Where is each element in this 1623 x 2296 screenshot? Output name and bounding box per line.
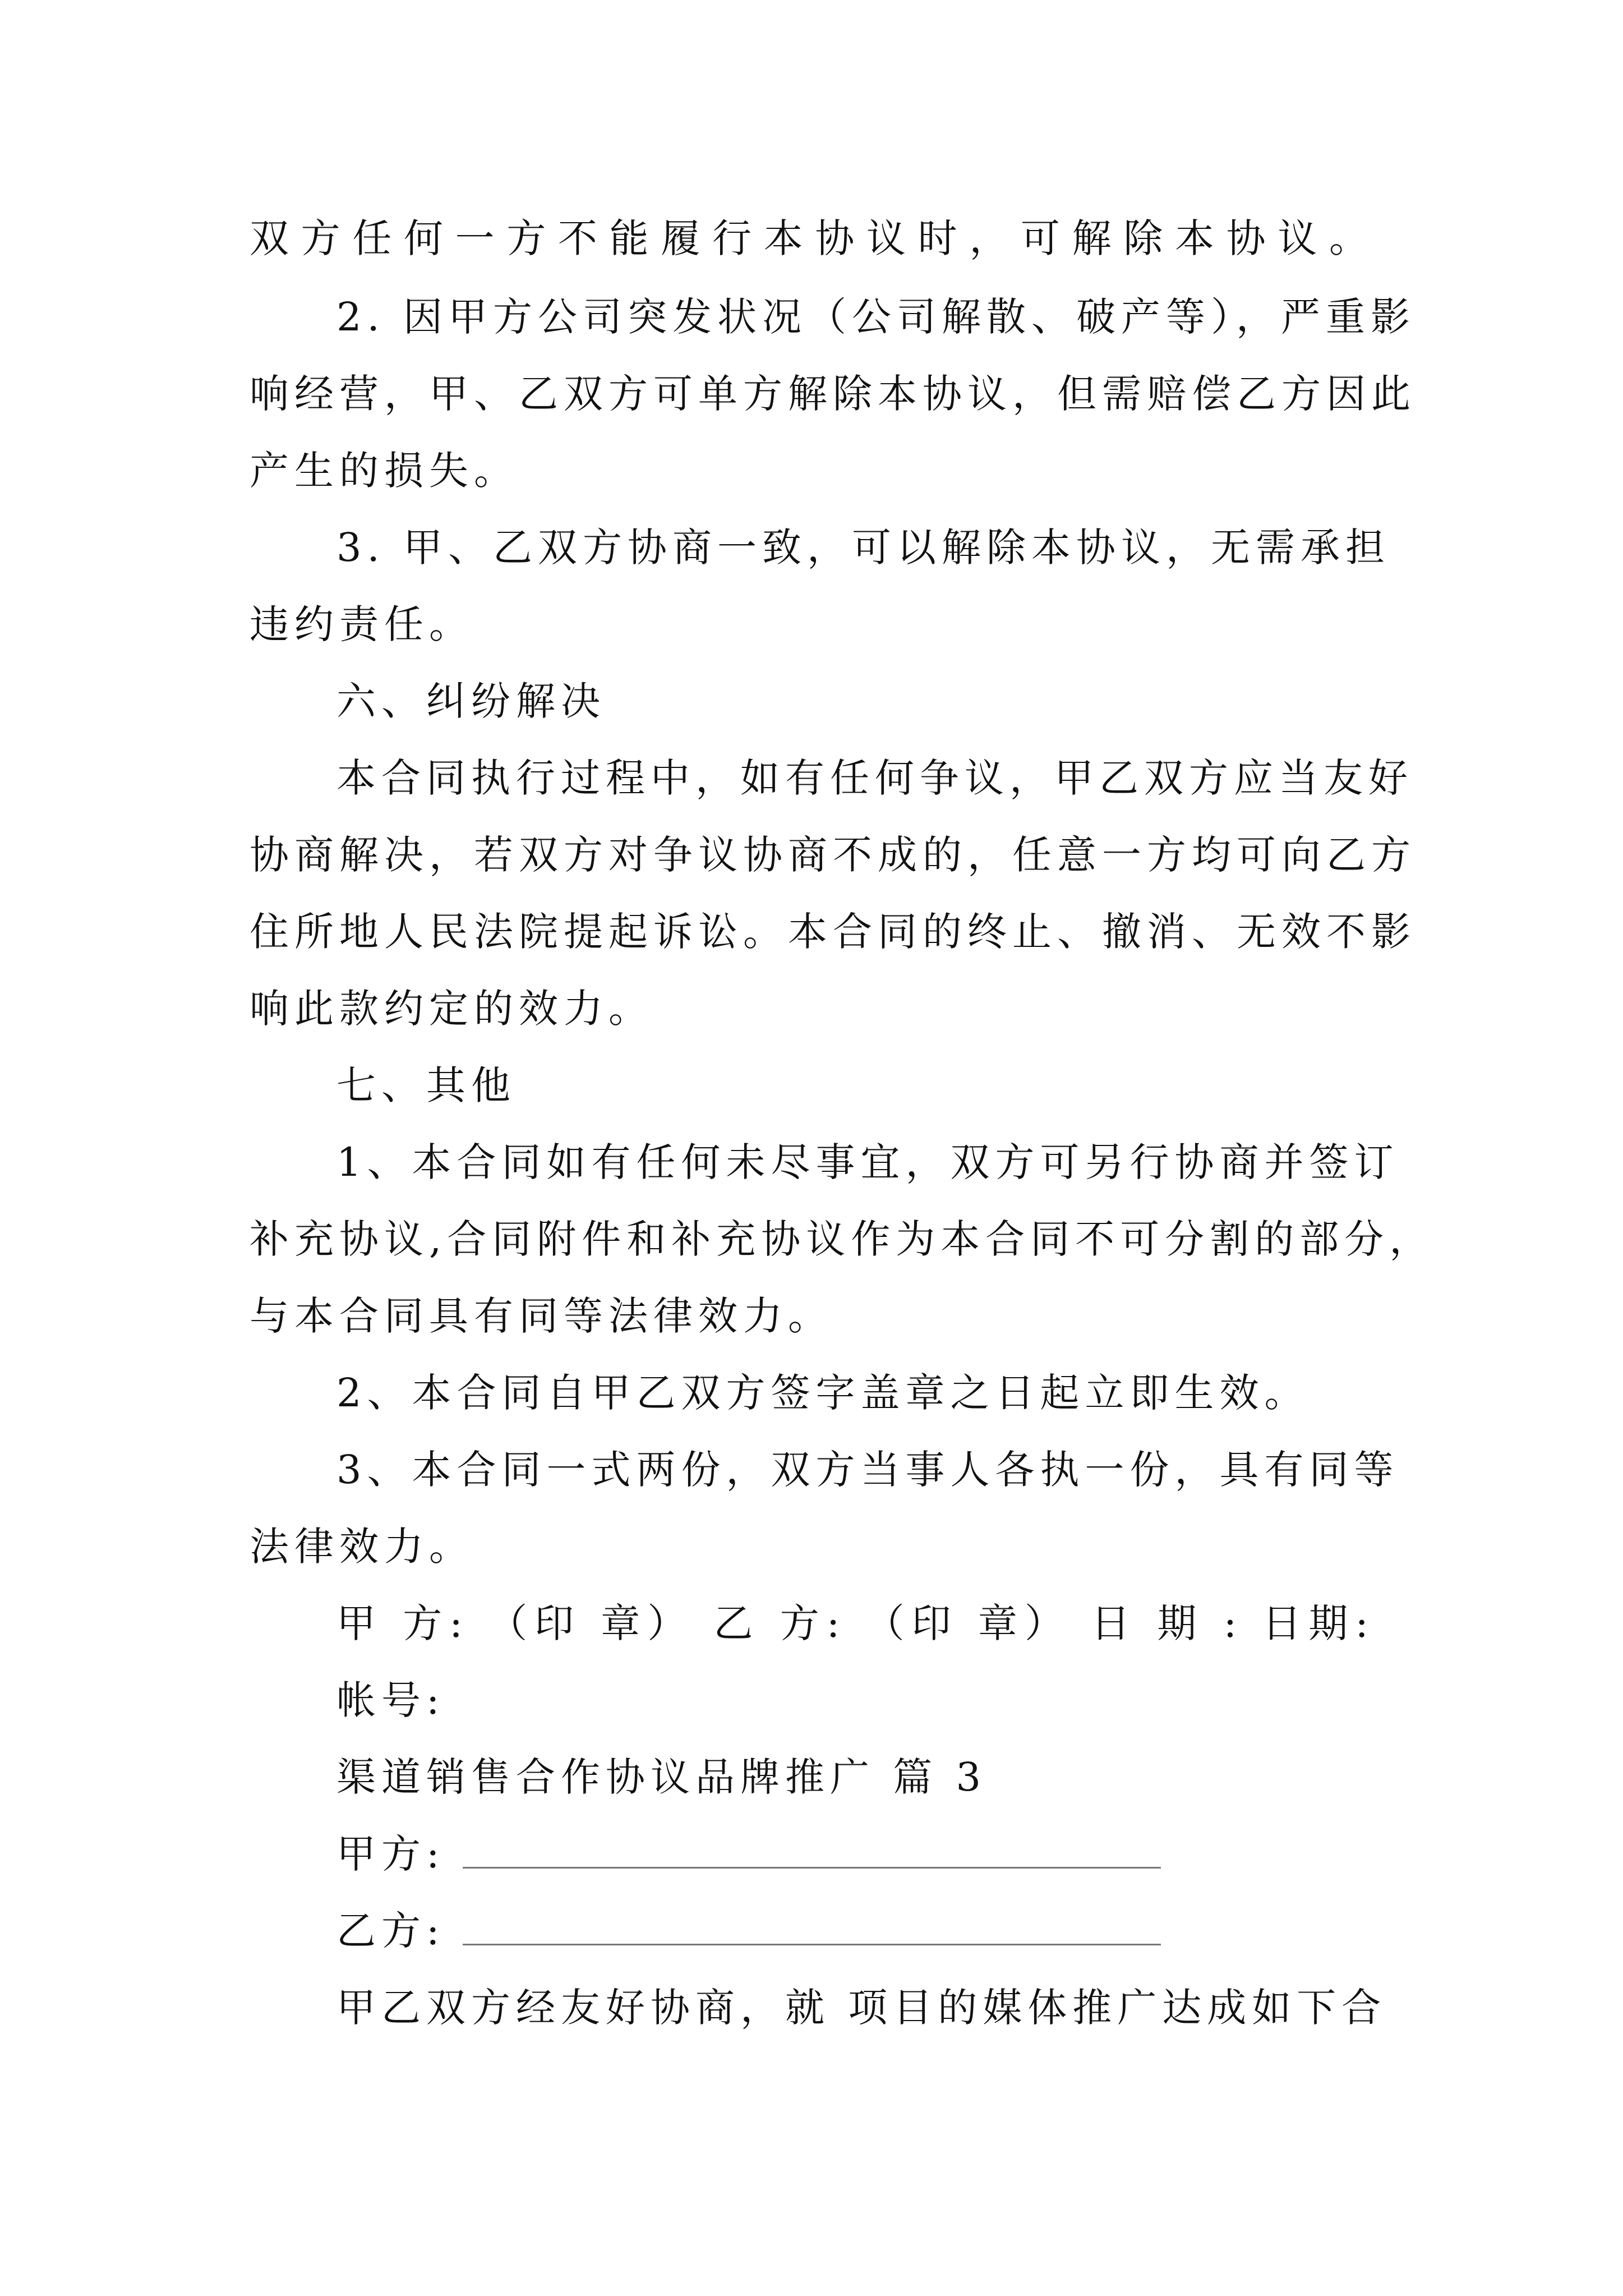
party-b-label: 乙方: (336, 1908, 445, 1954)
text-line: 3、本合同一式两份，双方当事人各执一份，具有同等 (336, 1447, 1399, 1493)
text-line: 产生的损失。 (250, 448, 519, 494)
text-line: 法律效力。 (250, 1524, 474, 1570)
section-heading: 七、其他 (336, 1062, 516, 1108)
text-line: 1、本合同如有任何未尽事宜，双方可另行协商并签订 (336, 1139, 1399, 1185)
text-line: 甲乙双方经友好协商，就 项目的媒体推广达成如下合 (336, 1985, 1387, 2031)
section-heading: 六、纠纷解决 (336, 678, 606, 724)
party-b-blank-line (463, 1944, 1161, 1945)
text-line: 违约责任。 (250, 601, 474, 647)
text-line: 与本合同具有同等法律效力。 (250, 1293, 833, 1339)
text-line: 2、本合同自甲乙双方签字盖章之日起立即生效。 (336, 1370, 1310, 1416)
signature-line: 甲 方: （印 章） 乙 方: （印 章） 日 期 : 日期: (336, 1600, 1374, 1646)
text-line: 2. 因甲方公司突发状况（公司解散、破产等），严重影 (336, 294, 1416, 340)
text-line: 响此款约定的效力。 (250, 986, 653, 1032)
text-line: 双方任何一方不能履行本协议时，可解除本协议。 (250, 215, 1374, 261)
text-line: 3. 甲、乙双方协商一致，可以解除本协议，无需承担 (336, 524, 1391, 570)
text-line: 本合同执行过程中，如有任何争议，甲乙双方应当友好 (336, 755, 1413, 801)
text-line: 响经营，甲、乙双方可单方解除本协议，但需赔偿乙方因此 (250, 371, 1416, 417)
party-a-label: 甲方: (336, 1831, 445, 1877)
text-line: 住所地人民法院提起诉讼。本合同的终止、撤消、无效不影 (250, 909, 1416, 955)
text-line: 协商解决，若双方对争议协商不成的，任意一方均可向乙方 (250, 832, 1416, 878)
party-a-blank-line (463, 1867, 1161, 1869)
text-line: 补充协议,合同附件和补充协议作为本合同不可分割的部分， (250, 1216, 1435, 1262)
document-heading: 渠道销售合作协议品牌推广 篇 3 (336, 1754, 987, 1800)
account-label: 帐号: (336, 1677, 445, 1723)
